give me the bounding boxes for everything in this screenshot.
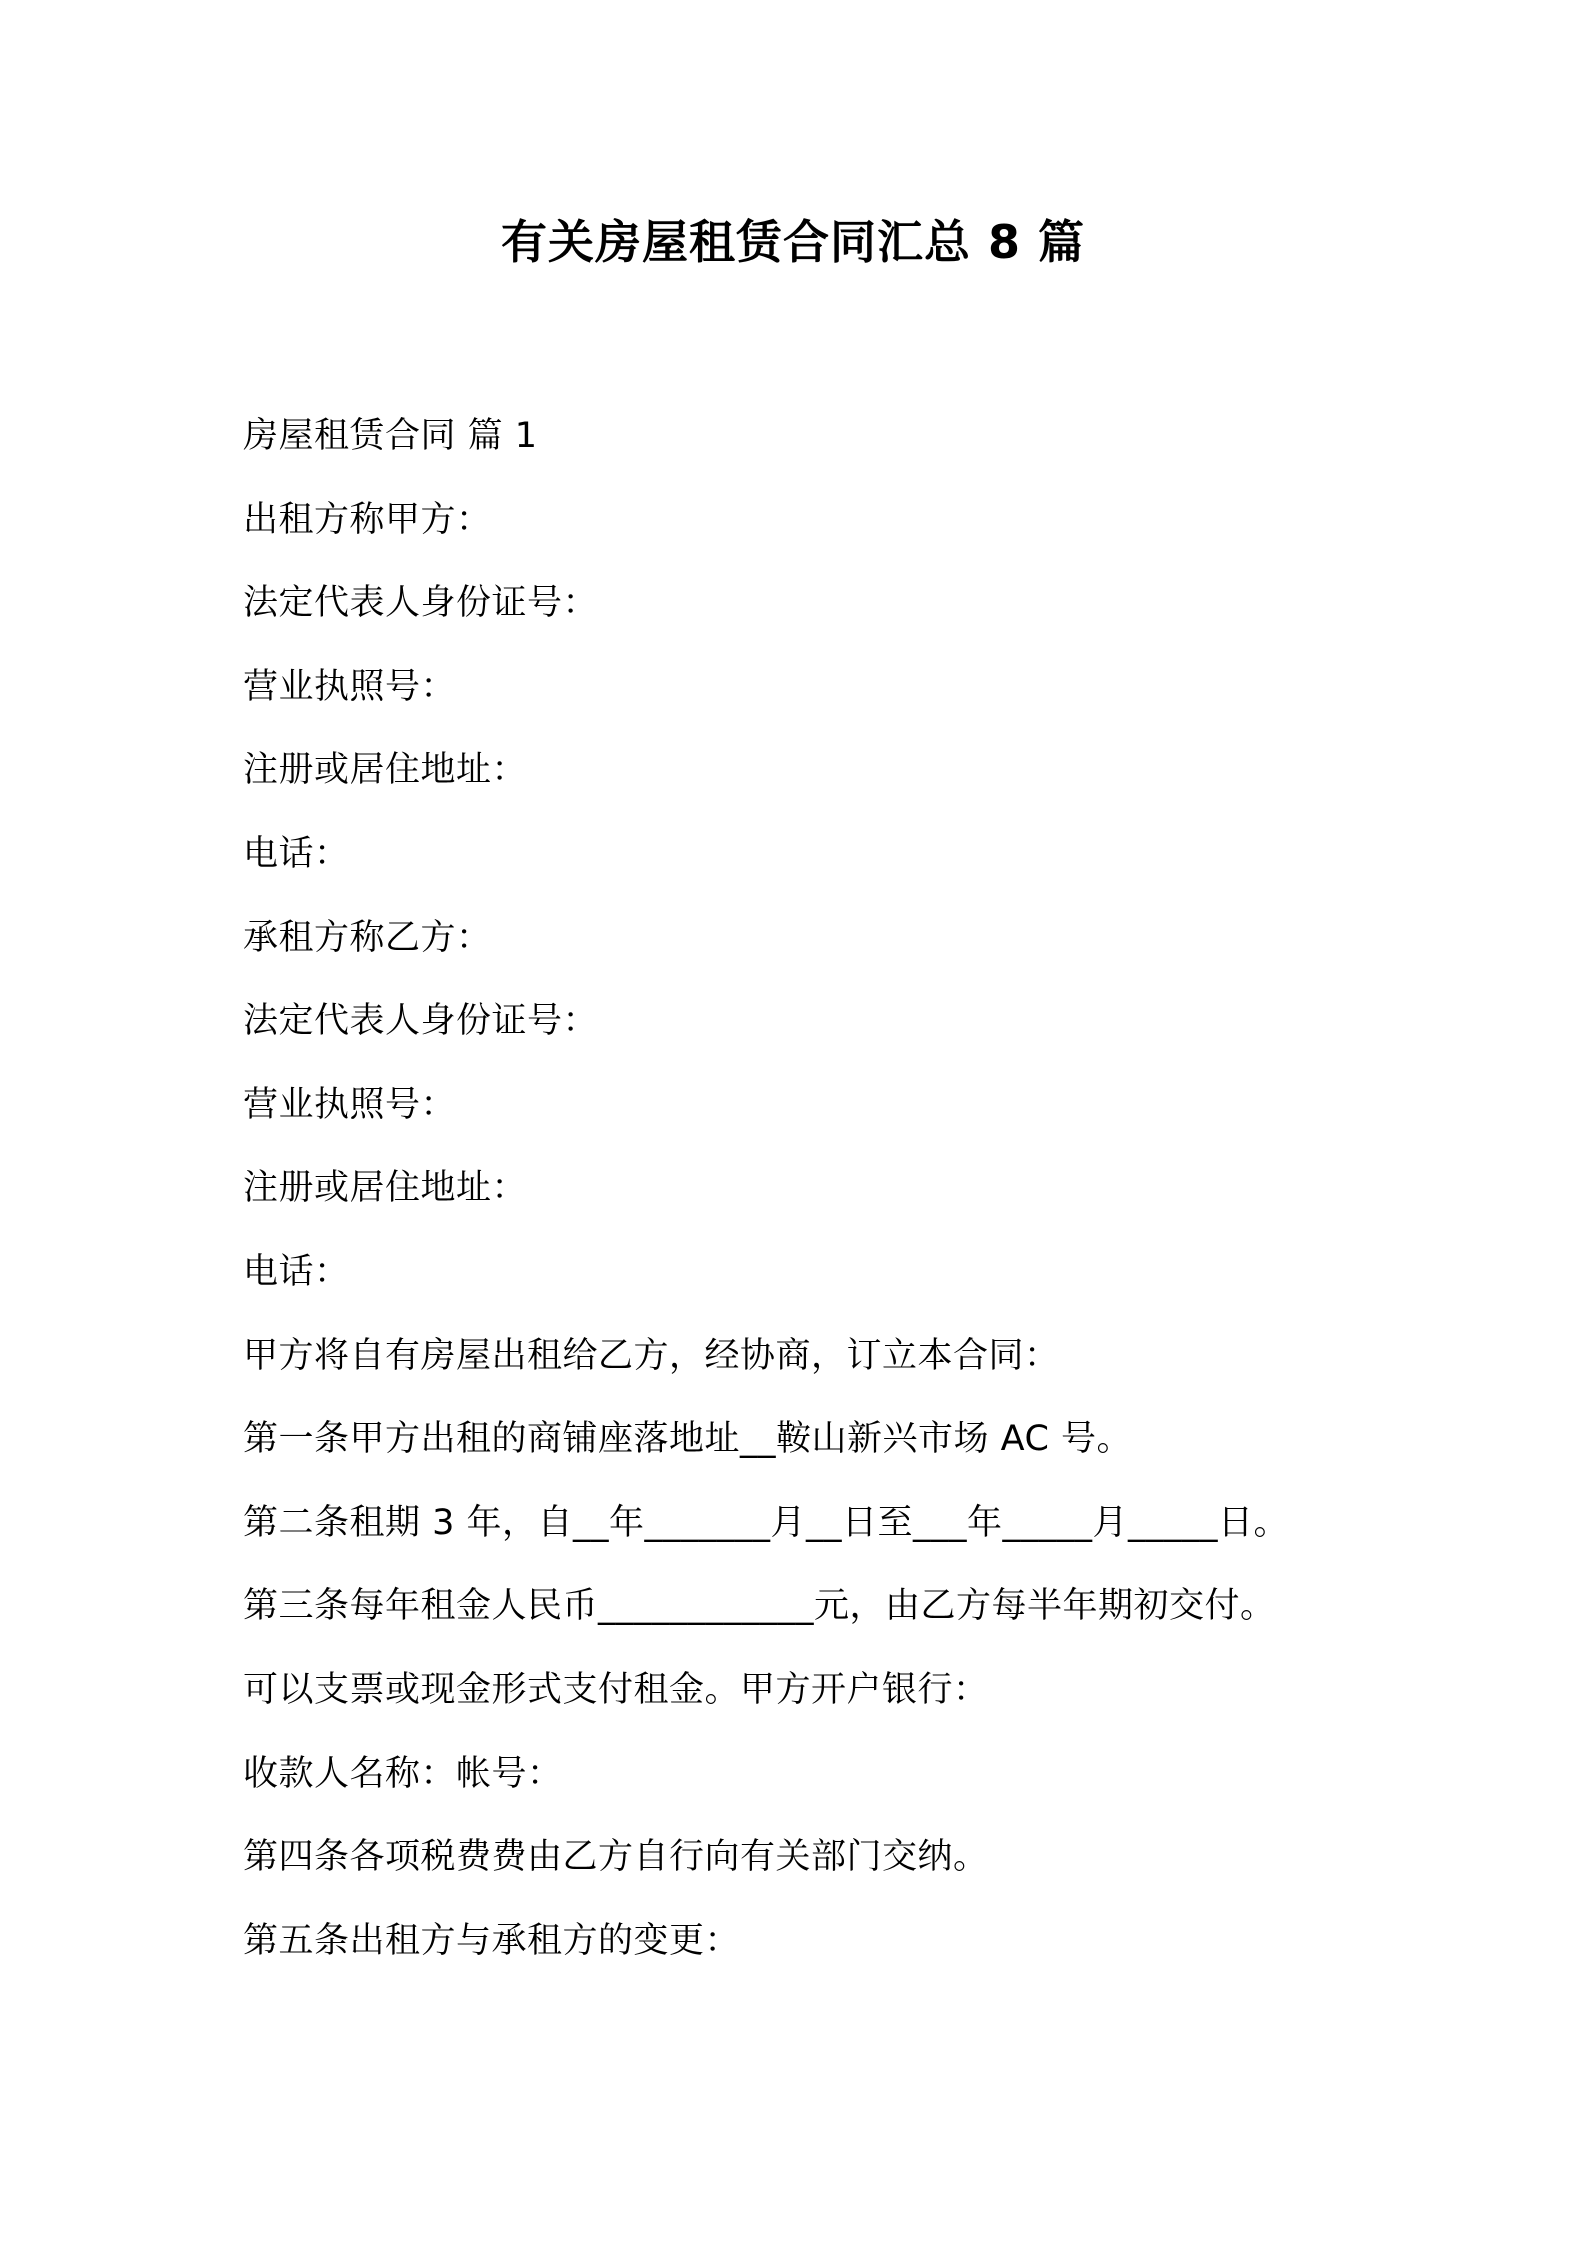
payee-line: 收款人名称：帐号： <box>243 1753 563 1794</box>
article-5-line: 第五条出租方与承租方的变更： <box>243 1920 741 1961</box>
article-4-line: 第四条各项税费费由乙方自行向有关部门交纳。 <box>243 1837 989 1878</box>
lessee-address-line: 注册或居住地址： <box>243 1168 528 1209</box>
article-2-line: 第二条租期 3 年，自__年_______月__日至___年_____月_____日。 <box>243 1502 1290 1543</box>
lessee-phone-line: 电话： <box>243 1251 350 1292</box>
preamble-line: 甲方将自有房屋出租给乙方，经协商，订立本合同： <box>243 1335 1060 1376</box>
payment-method-line: 可以支票或现金形式支付租金。甲方开户银行： <box>243 1669 989 1710</box>
document-body <box>243 408 1443 1996</box>
lessor-id-line: 法定代表人身份证号： <box>243 583 599 624</box>
lessee-id-line: 法定代表人身份证号： <box>243 1001 599 1042</box>
lessee-name-line: 承租方称乙方： <box>243 917 492 958</box>
lessor-phone-line: 电话： <box>243 833 350 874</box>
document-title: 有关房屋租赁合同汇总 8 篇 <box>500 215 1086 269</box>
lessor-name-line: 出租方称甲方： <box>243 499 492 540</box>
lessor-address-line: 注册或居住地址： <box>243 750 528 791</box>
article-1-line: 第一条甲方出租的商铺座落地址__鞍山新兴市场 AC 号。 <box>243 1419 1133 1460</box>
lessor-license-line: 营业执照号： <box>243 666 457 707</box>
lessee-license-line: 营业执照号： <box>243 1084 457 1125</box>
section-heading: 房屋租赁合同 篇 1 <box>243 416 538 456</box>
article-3-line: 第三条每年租金人民币____________元，由乙方每半年期初交付。 <box>243 1586 1276 1627</box>
